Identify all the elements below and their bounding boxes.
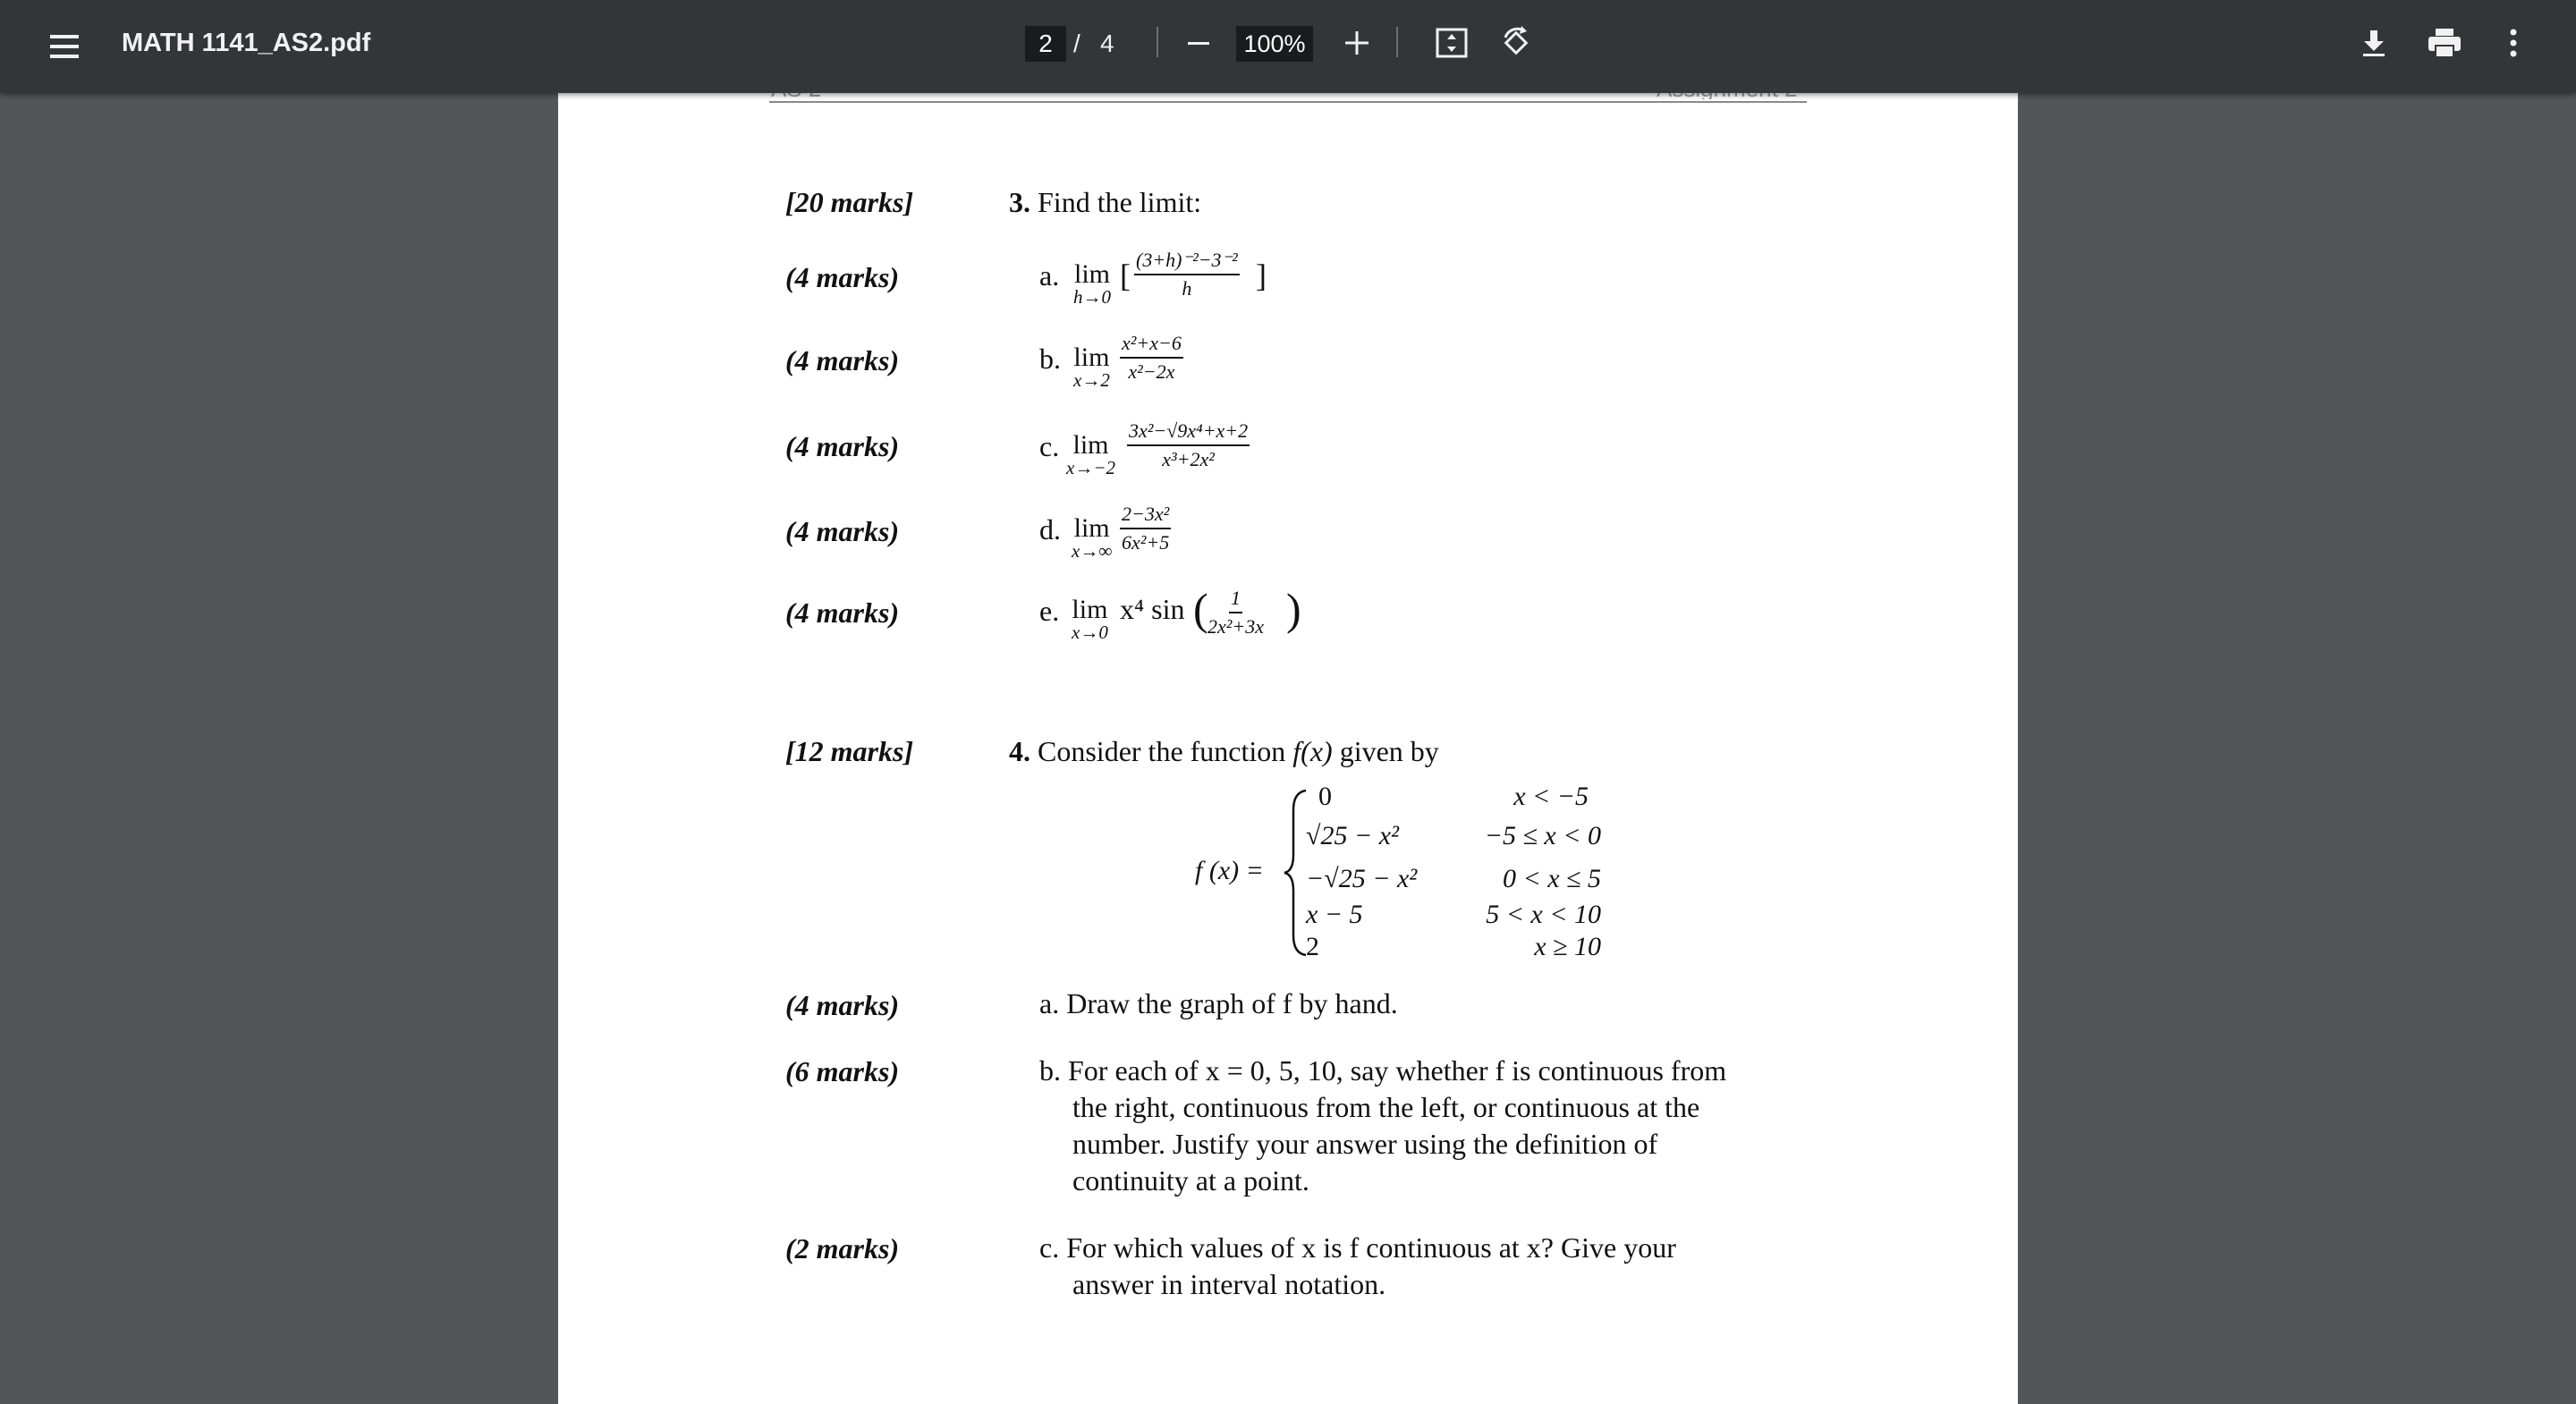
case-5-expr: 2	[1306, 932, 1319, 961]
rotate-icon	[1498, 25, 1534, 61]
plus-icon	[1344, 30, 1369, 55]
q3e-left-paren: (	[1193, 584, 1208, 634]
q3d-label: d.	[1039, 513, 1061, 546]
q3a-left-bracket: [	[1120, 258, 1131, 293]
case-2-cond: −5 ≤ x < 0	[1484, 821, 1601, 850]
q4a-text: a. Draw the graph of f by hand.	[1039, 987, 1398, 1019]
q3b-fraction: $\frac{\text{x²+x−6}}{\text{x²−2x}}$	[1122, 332, 1182, 383]
rotate-button[interactable]	[1496, 23, 1537, 63]
toolbar-divider	[1157, 27, 1158, 57]
page-header-rule	[769, 101, 1807, 103]
zoom-in-button[interactable]	[1338, 24, 1376, 62]
q3b-label: b.	[1039, 343, 1061, 375]
q3e-label: e.	[1039, 595, 1060, 627]
q4c-marks: (2 marks)	[785, 1232, 900, 1264]
case-3-cond: 0 < x ≤ 5	[1502, 864, 1601, 893]
download-button[interactable]	[2354, 23, 2394, 63]
q3a-marks: (4 marks)	[785, 261, 900, 293]
q3e-fraction: $\frac{1}{\text{2x²+3x}}$	[1208, 587, 1264, 638]
q3c-label: c.	[1039, 430, 1060, 462]
q3c-marks: (4 marks)	[785, 430, 900, 462]
case-1-expr: 0	[1318, 782, 1332, 811]
q3a-right-bracket: ]	[1256, 258, 1267, 293]
function-label: f (x) =	[1195, 856, 1264, 885]
case-1-cond: x < −5	[1513, 782, 1589, 811]
q4-heading: 4. Consider the function f(x) given by	[1009, 735, 1439, 767]
more-options-button[interactable]	[2496, 23, 2531, 63]
zoom-out-button[interactable]	[1181, 24, 1216, 62]
q4-marks: [12 marks]	[785, 735, 914, 767]
fit-to-page-button[interactable]	[1431, 23, 1472, 63]
minus-icon	[1187, 31, 1210, 55]
q3a-fraction: $\frac{\text{(3+h)⁻²−3⁻²}}{h}$	[1136, 249, 1238, 300]
q4a-marks: (4 marks)	[785, 989, 900, 1021]
pdf-toolbar	[0, 0, 2576, 93]
q3e-right-paren: )	[1286, 584, 1301, 634]
q3a-limit: lim h→0	[1073, 259, 1111, 308]
q4c-text: c. For which values of x is f continuous at x? Give your answer in interval notation.	[1039, 1231, 1676, 1300]
q3b-limit: lim x→2	[1073, 343, 1110, 391]
fit-page-icon	[1435, 27, 1469, 59]
page-separator: /	[1073, 30, 1080, 57]
print-button[interactable]	[2424, 23, 2465, 63]
q3b-marks: (4 marks)	[785, 344, 900, 376]
q3e-body: x⁴ sin	[1120, 593, 1185, 625]
q3d-fraction: $\frac{\text{2−3x²}}{\text{6x²+5}}$	[1122, 503, 1170, 554]
q4b-text: b. For each of x = 0, 5, 10, say whether f is continuous from the right, continuous from the left, or continuous at the number. Justify your answer using the definition of continuity at a point.	[1039, 1054, 1727, 1197]
case-2-expr: √25 − x²	[1306, 821, 1400, 850]
zoom-level-input[interactable]: 100%	[1236, 26, 1313, 62]
more-vert-icon	[2509, 29, 2518, 57]
toolbar-divider	[1396, 27, 1398, 57]
q3c-fraction: $\frac{\text{3x²−√9x⁴+x+2}}{\text{x³+2x²}}$	[1129, 419, 1249, 470]
case-3-expr: −√25 − x²	[1306, 864, 1418, 893]
q3c-limit: lim x→−2	[1066, 430, 1115, 478]
q3a-label: a.	[1039, 259, 1060, 292]
case-4-expr: x − 5	[1306, 900, 1363, 929]
q3-marks: [20 marks]	[785, 186, 914, 218]
document-title: MATH 1141_AS2.pdf	[122, 29, 371, 57]
menu-icon[interactable]	[39, 21, 89, 72]
case-4-cond: 5 < x < 10	[1486, 900, 1601, 929]
q3d-marks: (4 marks)	[785, 515, 900, 547]
q4b-marks: (6 marks)	[785, 1055, 900, 1087]
q3e-limit: lim x→0	[1072, 595, 1108, 643]
q3e-marks: (4 marks)	[785, 596, 900, 629]
q3-heading: 3. Find the limit:	[1009, 186, 1202, 218]
print-icon	[2428, 28, 2462, 58]
download-icon	[2360, 29, 2387, 57]
page-number-input[interactable]: 2	[1025, 26, 1066, 62]
case-5-cond: x ≥ 10	[1534, 932, 1601, 961]
total-pages: 4	[1100, 30, 1114, 57]
q3d-limit: lim x→∞	[1072, 513, 1113, 562]
